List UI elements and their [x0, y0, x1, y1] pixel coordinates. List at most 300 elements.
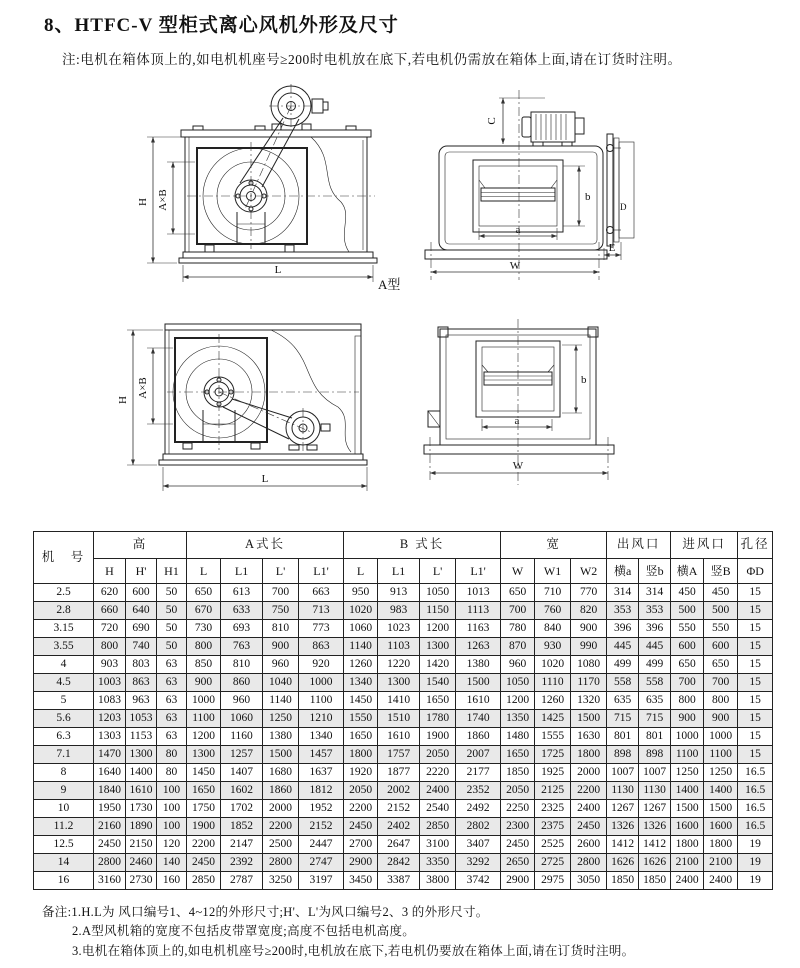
- dimension-cell: 1900: [187, 818, 221, 836]
- dimension-cell: 700: [671, 674, 704, 692]
- dimension-cell: 2200: [263, 818, 299, 836]
- dimension-cell: 1412: [639, 836, 671, 854]
- dimension-cell: 1267: [607, 800, 639, 818]
- dimension-cell: 1540: [420, 674, 456, 692]
- dimension-cell: 1380: [263, 728, 299, 746]
- dimension-cell: 715: [607, 710, 639, 728]
- diagram-side-view-b: [418, 315, 643, 490]
- dimension-cell: 2975: [535, 872, 571, 890]
- dimension-cell: 1170: [571, 674, 607, 692]
- dimension-cell: 800: [94, 638, 126, 656]
- dimension-cell: 1850: [639, 872, 671, 890]
- table-row: [34, 764, 773, 782]
- dimension-cell: 314: [639, 584, 671, 602]
- dimension-cell: 898: [607, 746, 639, 764]
- dimension-cell: 314: [607, 584, 639, 602]
- dimension-cell: 2450: [187, 854, 221, 872]
- dimension-cell: 63: [157, 674, 187, 692]
- table-row: [34, 710, 773, 728]
- dimension-cell: 913: [378, 584, 420, 602]
- dimension-cell: 840: [535, 620, 571, 638]
- subcol: W2: [571, 559, 607, 584]
- dimension-cell: 2000: [571, 764, 607, 782]
- machine-size-cell: 3.55: [34, 638, 94, 656]
- dimension-cell: 1410: [378, 692, 420, 710]
- dimension-cell: 700: [704, 674, 738, 692]
- dim-label-axb: A×B: [157, 189, 169, 211]
- dimension-cell: 445: [639, 638, 671, 656]
- dimension-cell: 1000: [187, 692, 221, 710]
- dimension-cell: 16.5: [738, 818, 773, 836]
- dimension-cell: 1260: [344, 656, 378, 674]
- dimension-cell: 1750: [187, 800, 221, 818]
- dimension-cell: 650: [671, 656, 704, 674]
- dimension-cell: 773: [299, 620, 344, 638]
- table-row: [34, 602, 773, 620]
- subcol: L1': [456, 559, 501, 584]
- dimension-cell: 1920: [344, 764, 378, 782]
- dimension-cell: 2450: [501, 836, 535, 854]
- dimension-cell: 1380: [456, 656, 501, 674]
- dimension-cell: 2447: [299, 836, 344, 854]
- dimension-cell: 1950: [94, 800, 126, 818]
- dimension-cell: 1480: [501, 728, 535, 746]
- dimension-cell: 2647: [378, 836, 420, 854]
- subcol: 横A: [671, 559, 704, 584]
- dimension-cell: 2200: [187, 836, 221, 854]
- dimension-cell: 396: [639, 620, 671, 638]
- machine-size-cell: 16: [34, 872, 94, 890]
- dimension-cell: 770: [571, 584, 607, 602]
- dimension-cell: 720: [94, 620, 126, 638]
- dimensions-table: [33, 531, 773, 890]
- dimension-cell: 803: [126, 656, 157, 674]
- dimension-cell: 1210: [299, 710, 344, 728]
- dimension-cell: 650: [704, 656, 738, 674]
- dimension-cell: 1200: [501, 692, 535, 710]
- dimension-cell: 1220: [378, 656, 420, 674]
- dimension-cell: 1007: [607, 764, 639, 782]
- dimension-cell: 800: [704, 692, 738, 710]
- subcol: L': [263, 559, 299, 584]
- dimension-cell: 900: [571, 620, 607, 638]
- dimension-cell: 700: [263, 584, 299, 602]
- dimension-cell: 810: [263, 620, 299, 638]
- dimension-cell: 1263: [456, 638, 501, 656]
- dimension-cell: 780: [501, 620, 535, 638]
- dimension-cell: 2650: [501, 854, 535, 872]
- table-row: [34, 782, 773, 800]
- machine-size-cell: 8: [34, 764, 94, 782]
- dimension-lines: [127, 330, 367, 491]
- machine-size-cell: 5: [34, 692, 94, 710]
- dimension-cell: 2152: [299, 818, 344, 836]
- footnote-3: 3.电机在箱体顶上的,如电机机座号≥200时,电机放在底下,若电机仍要放在箱体上面,请在订货时注明。: [72, 943, 635, 958]
- dimension-cell: 15: [738, 728, 773, 746]
- table-row: [34, 584, 773, 602]
- table-row: [34, 872, 773, 890]
- box-outline: [425, 112, 634, 259]
- dimension-cell: 1640: [94, 764, 126, 782]
- dimension-cell: 1800: [704, 836, 738, 854]
- dimension-cell: 1200: [420, 620, 456, 638]
- dimension-cell: 80: [157, 746, 187, 764]
- dimension-cell: 960: [501, 656, 535, 674]
- dimension-cell: 2177: [456, 764, 501, 782]
- dimension-cell: 50: [157, 620, 187, 638]
- dimension-cell: 1200: [187, 728, 221, 746]
- dimension-cell: 620: [94, 584, 126, 602]
- dimension-cell: 1080: [571, 656, 607, 674]
- dim-label-h: H: [137, 198, 149, 206]
- dimension-cell: 16.5: [738, 800, 773, 818]
- dimension-cell: 1300: [187, 746, 221, 764]
- dim-label-b: b: [585, 191, 591, 203]
- dimension-cell: 1890: [126, 818, 157, 836]
- dim-label-l: L: [274, 264, 282, 276]
- dimension-cell: 2250: [501, 800, 535, 818]
- subcol: L1': [299, 559, 344, 584]
- subcol: L1: [378, 559, 420, 584]
- dimension-cell: 2402: [378, 818, 420, 836]
- dimension-cell: 1303: [94, 728, 126, 746]
- dimension-cell: 500: [704, 602, 738, 620]
- dimension-cell: 2100: [704, 854, 738, 872]
- dimension-cell: 930: [535, 638, 571, 656]
- table-row: [34, 818, 773, 836]
- dimension-cell: 2147: [221, 836, 263, 854]
- dim-label-w: W: [512, 460, 524, 472]
- dimension-cell: 920: [299, 656, 344, 674]
- dimension-cell: 15: [738, 692, 773, 710]
- dimension-cell: 1020: [344, 602, 378, 620]
- dimension-cell: 1637: [299, 764, 344, 782]
- dim-label-a: a: [515, 224, 521, 236]
- dimension-cell: 2002: [378, 782, 420, 800]
- dimension-cell: 1626: [639, 854, 671, 872]
- machine-size-cell: 12.5: [34, 836, 94, 854]
- dimension-cell: 2850: [420, 818, 456, 836]
- dimension-cell: 63: [157, 710, 187, 728]
- dimension-cell: 801: [639, 728, 671, 746]
- dimension-cell: 1060: [344, 620, 378, 638]
- dimension-cell: 19: [738, 854, 773, 872]
- dimension-cell: 3292: [456, 854, 501, 872]
- dimension-cell: 1326: [607, 818, 639, 836]
- dimension-cell: 740: [126, 638, 157, 656]
- diagram-front-view-a: [133, 84, 401, 294]
- dimension-cell: 1610: [456, 692, 501, 710]
- dimension-cell: 2352: [456, 782, 501, 800]
- dimension-cell: 1877: [378, 764, 420, 782]
- dimension-cell: 3387: [378, 872, 420, 890]
- dimension-cell: 1250: [704, 764, 738, 782]
- dimension-cell: 50: [157, 638, 187, 656]
- dimension-cell: 1500: [263, 746, 299, 764]
- dimension-cell: 1800: [571, 746, 607, 764]
- dimension-cell: 550: [671, 620, 704, 638]
- dimension-cell: 1203: [94, 710, 126, 728]
- dimension-cell: 15: [738, 656, 773, 674]
- dimension-cell: 353: [639, 602, 671, 620]
- dimension-cell: 860: [221, 674, 263, 692]
- dimension-cell: 353: [607, 602, 639, 620]
- dimension-cell: 2900: [501, 872, 535, 890]
- centerlines: [167, 334, 359, 452]
- dimension-cell: 120: [157, 836, 187, 854]
- dimension-cell: 3350: [420, 854, 456, 872]
- dimension-cell: 1013: [456, 584, 501, 602]
- table-row: [34, 674, 773, 692]
- dimension-cell: 2460: [126, 854, 157, 872]
- machine-size-cell: 7.1: [34, 746, 94, 764]
- header-group-height: 高: [94, 532, 187, 559]
- dimension-cell: 2220: [420, 764, 456, 782]
- dimension-cell: 1140: [263, 692, 299, 710]
- dimension-cell: 1500: [571, 710, 607, 728]
- dimension-cell: 1500: [456, 674, 501, 692]
- dimension-cell: 1630: [571, 728, 607, 746]
- dimension-cell: 1470: [94, 746, 126, 764]
- dimension-cell: 396: [607, 620, 639, 638]
- dimension-cell: 693: [221, 620, 263, 638]
- dimension-cell: 810: [221, 656, 263, 674]
- table-row: [34, 638, 773, 656]
- dim-label-h: H: [117, 396, 129, 404]
- dimension-cell: 1140: [344, 638, 378, 656]
- table-row: [34, 656, 773, 674]
- dimension-cell: 700: [501, 602, 535, 620]
- page-title: 8、HTFC-V 型柜式离心风机外形及尺寸: [44, 15, 399, 36]
- dimension-cell: 2200: [344, 800, 378, 818]
- dimension-cell: 1725: [535, 746, 571, 764]
- dim-label-w: W: [509, 260, 521, 272]
- header-group-a-length: A式长: [187, 532, 344, 559]
- dimension-cell: 1780: [420, 710, 456, 728]
- dimension-cell: 1300: [126, 746, 157, 764]
- dimension-cell: 613: [221, 584, 263, 602]
- machine-size-cell: 10: [34, 800, 94, 818]
- dimension-cell: 500: [671, 602, 704, 620]
- dimension-cell: 550: [704, 620, 738, 638]
- table-subheader: [34, 559, 773, 584]
- dimension-cell: 1407: [221, 764, 263, 782]
- dimension-cell: 2802: [456, 818, 501, 836]
- dimension-cell: 1800: [344, 746, 378, 764]
- dimension-cell: 450: [704, 584, 738, 602]
- dimension-cell: 2492: [456, 800, 501, 818]
- dimension-cell: 1600: [704, 818, 738, 836]
- dimension-cell: 1000: [299, 674, 344, 692]
- dimension-cell: 2152: [378, 800, 420, 818]
- dimension-cell: 16.5: [738, 764, 773, 782]
- dimension-cell: 499: [607, 656, 639, 674]
- dimension-cell: 900: [263, 638, 299, 656]
- dimension-cell: 1060: [221, 710, 263, 728]
- dimension-cell: 15: [738, 602, 773, 620]
- dimension-cell: 1550: [344, 710, 378, 728]
- table-body: [34, 584, 773, 890]
- dimension-cell: 2050: [420, 746, 456, 764]
- dimension-cell: 950: [344, 584, 378, 602]
- dimension-cell: 3197: [299, 872, 344, 890]
- dimension-cell: 663: [299, 584, 344, 602]
- dim-label-e: E: [608, 242, 616, 254]
- dimension-cell: 2842: [378, 854, 420, 872]
- dimension-cell: 730: [187, 620, 221, 638]
- machine-size-cell: 2.5: [34, 584, 94, 602]
- dimension-cell: 1340: [299, 728, 344, 746]
- dimension-cell: 1420: [420, 656, 456, 674]
- dimension-cell: 15: [738, 620, 773, 638]
- dim-label-axb: A×B: [137, 377, 149, 399]
- dimension-cell: 3160: [94, 872, 126, 890]
- dimension-cell: 1163: [456, 620, 501, 638]
- dimension-cell: 1300: [378, 674, 420, 692]
- dimension-cell: 635: [639, 692, 671, 710]
- dimension-cell: 140: [157, 854, 187, 872]
- dimension-cell: 710: [535, 584, 571, 602]
- dimension-cell: 600: [126, 584, 157, 602]
- footnote-1: 备注:1.H.L为 风口编号1、4~12的外形尺寸;H'、L'为风口编号2、3 的外形尺寸。: [42, 905, 489, 919]
- dimension-cell: 715: [639, 710, 671, 728]
- dimension-cell: 1925: [535, 764, 571, 782]
- dimension-cell: 633: [221, 602, 263, 620]
- dimension-cell: 1555: [535, 728, 571, 746]
- dimension-cell: 800: [187, 638, 221, 656]
- footnotes: [42, 903, 635, 961]
- dimension-cell: 2600: [571, 836, 607, 854]
- dimension-cell: 1100: [187, 710, 221, 728]
- dimension-cell: 1812: [299, 782, 344, 800]
- subcol: L: [344, 559, 378, 584]
- dimension-cell: 1326: [639, 818, 671, 836]
- table-row: [34, 746, 773, 764]
- dimension-cell: 1130: [607, 782, 639, 800]
- dimension-cell: 2787: [221, 872, 263, 890]
- dimension-cell: 3742: [456, 872, 501, 890]
- dimension-cell: 2007: [456, 746, 501, 764]
- dimension-cell: 1702: [221, 800, 263, 818]
- dimension-cell: 2200: [571, 782, 607, 800]
- dim-label-d: D: [620, 202, 627, 212]
- machine-size-cell: 4: [34, 656, 94, 674]
- dimension-cell: 2150: [126, 836, 157, 854]
- dimension-cell: 1650: [187, 782, 221, 800]
- box-outline: [424, 327, 614, 454]
- dimension-cell: 1602: [221, 782, 263, 800]
- dimension-cell: 600: [671, 638, 704, 656]
- table-row: [34, 620, 773, 638]
- dimension-cell: 1130: [639, 782, 671, 800]
- dimension-cell: 2100: [671, 854, 704, 872]
- dimension-cell: 2700: [344, 836, 378, 854]
- dimension-cell: 763: [221, 638, 263, 656]
- fan-cabinet-outline: [179, 86, 377, 263]
- dimension-cell: 1083: [94, 692, 126, 710]
- dimension-cell: 1250: [671, 764, 704, 782]
- dimension-cell: 2450: [571, 818, 607, 836]
- dimension-cell: 1000: [704, 728, 738, 746]
- dimension-cell: 1150: [420, 602, 456, 620]
- dimension-cell: 1103: [378, 638, 420, 656]
- subcol: W1: [535, 559, 571, 584]
- type-a-label: A型: [378, 277, 401, 292]
- dimension-cell: 2160: [94, 818, 126, 836]
- footnote-2: 2.A型风机箱的宽度不包括皮带罩宽度;高度不包括电机高度。: [72, 924, 416, 939]
- dimension-cell: 1510: [378, 710, 420, 728]
- dimension-cell: 1400: [126, 764, 157, 782]
- dimension-cell: 760: [535, 602, 571, 620]
- dimension-cell: 15: [738, 746, 773, 764]
- dimension-cell: 801: [607, 728, 639, 746]
- dimension-cell: 15: [738, 674, 773, 692]
- dimension-cell: 990: [571, 638, 607, 656]
- table-row: [34, 692, 773, 710]
- machine-size-cell: 4.5: [34, 674, 94, 692]
- centerlines: [187, 84, 375, 249]
- dimension-cell: 960: [221, 692, 263, 710]
- dimension-cell: 1320: [571, 692, 607, 710]
- dimension-cell: 1650: [420, 692, 456, 710]
- dimension-cell: 1250: [263, 710, 299, 728]
- dimension-cell: 850: [187, 656, 221, 674]
- dim-label-c: C: [486, 117, 498, 125]
- dim-label-b: b: [581, 374, 587, 386]
- dimension-cell: 900: [671, 710, 704, 728]
- header-machine-number: 机 号: [34, 532, 94, 584]
- note-text: 注:电机在箱体顶上的,如电机机座号≥200时电机放在底下,若电机仍需放在箱体上面,请在订货时注明。: [62, 52, 682, 67]
- dimension-cell: 15: [738, 638, 773, 656]
- dimension-cell: 1153: [126, 728, 157, 746]
- dimension-cell: 750: [263, 602, 299, 620]
- diagram-front-view-b: [103, 312, 393, 502]
- header-group-width: 宽: [501, 532, 607, 559]
- dimension-cell: 898: [639, 746, 671, 764]
- dimension-cell: 2525: [535, 836, 571, 854]
- machine-size-cell: 6.3: [34, 728, 94, 746]
- dimension-cell: 1400: [704, 782, 738, 800]
- dimension-cell: 2375: [535, 818, 571, 836]
- dimension-cell: 1860: [456, 728, 501, 746]
- dimension-cell: 1260: [535, 692, 571, 710]
- dimension-cell: 63: [157, 728, 187, 746]
- dimension-lines: [431, 98, 621, 272]
- dimension-cell: 650: [187, 584, 221, 602]
- dimension-cell: 1450: [187, 764, 221, 782]
- dimension-cell: 2050: [344, 782, 378, 800]
- machine-size-cell: 2.8: [34, 602, 94, 620]
- dimension-cell: 1100: [299, 692, 344, 710]
- dimension-cell: 2850: [187, 872, 221, 890]
- dimension-cell: 2125: [535, 782, 571, 800]
- machine-size-cell: 11.2: [34, 818, 94, 836]
- dimension-cell: 2300: [501, 818, 535, 836]
- dimension-cell: 50: [157, 602, 187, 620]
- dimension-cell: 1040: [263, 674, 299, 692]
- dimension-cell: 1952: [299, 800, 344, 818]
- dimension-cell: 670: [187, 602, 221, 620]
- dimension-cell: 1350: [501, 710, 535, 728]
- dimension-cell: 100: [157, 782, 187, 800]
- dimension-cell: 1007: [639, 764, 671, 782]
- dimension-cell: 1340: [344, 674, 378, 692]
- dimension-cell: 2400: [704, 872, 738, 890]
- subcol: L1: [221, 559, 263, 584]
- dimension-cell: 1850: [501, 764, 535, 782]
- dimension-cell: 1020: [535, 656, 571, 674]
- dimension-cell: 50: [157, 584, 187, 602]
